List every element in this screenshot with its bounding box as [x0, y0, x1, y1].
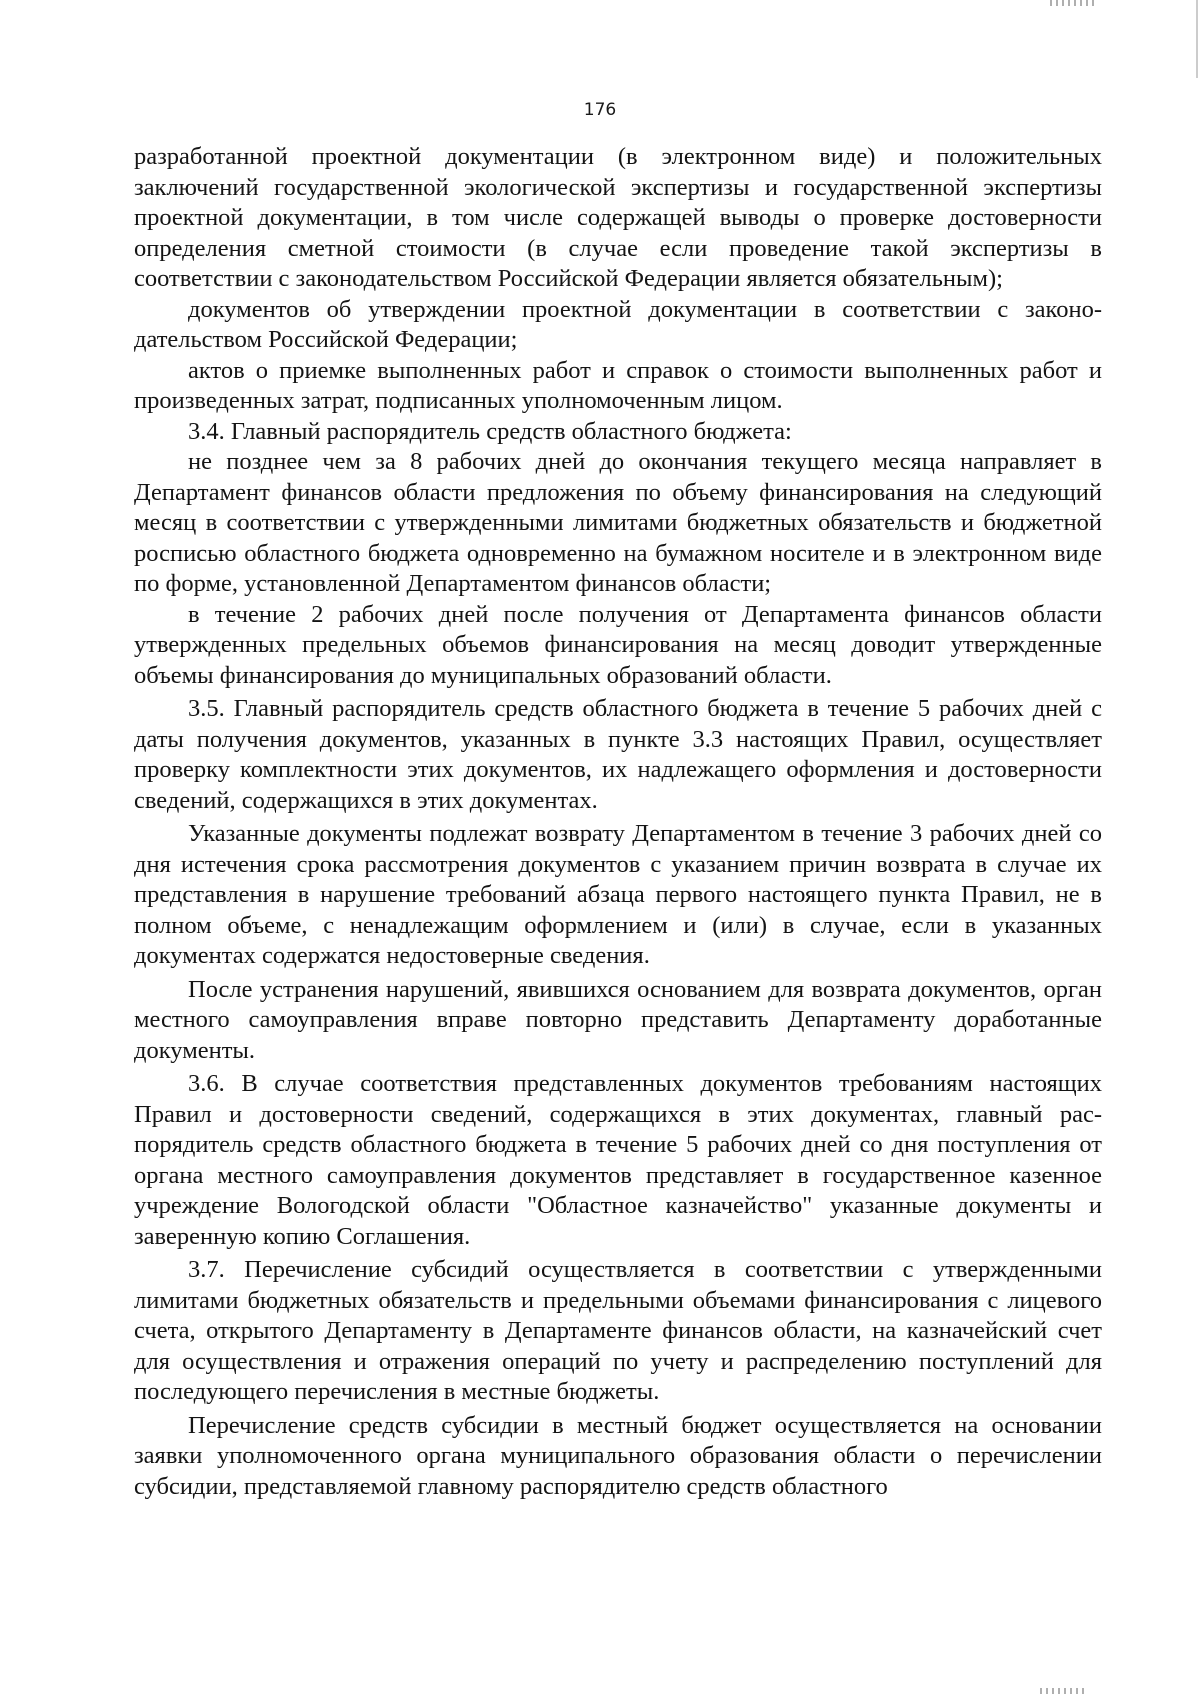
paragraph-section-3-6: 3.6. В случае соответствия представленных документов требованиям настоящих Правил и достоверности сведений, содержащихся в этих документах, главный распорядитель средств областного бюджета в течение 5 рабочих дней со дня поступления от органа местного самоуправления документов представляет в государственное казенное учреждение Вологодской области "Областное казначейство" указанные документы и заверенную копию Соглашения.: [134, 1070, 1102, 1250]
document-body: [134, 142, 1102, 1502]
scan-artifact: [1040, 1688, 1086, 1694]
paragraph: Указанные документы подлежат возврату Департаментом в течение 3 рабочих дней со дня истечения срока рассмотрения документов с указанием причин возврата в случае их представления в нарушение требований абзаца первого настоящего пункта Правил, не в полном объеме, с ненадлежащим оформлением и (или) в случае, если в указанных документах содержатся недостоверные сведения.: [134, 820, 1102, 969]
scan-edge-artifact: [1196, 0, 1198, 78]
paragraph-section-3-4: 3.4. Главный распорядитель средств областного бюджета:: [188, 417, 792, 445]
paragraph: не позднее чем за 8 рабочих дней до окончания текущего месяца направляет в Департамент финансов области предложения по объему финансирования на следующий месяц в соответствии с утвержденными лимитами бюджетных обязательств и бюджетной росписью областного бюджета одновременно на бумажном носителе и в электронном виде по форме, установленной Департаментом финансов области;: [134, 448, 1102, 597]
page-number: 176: [583, 100, 617, 120]
paragraph: в течение 2 рабочих дней после получения от Департамента финансов области утвержденных предельных объемов финансирования на месяц доводит утвержденные объемы финансирования до муниципальных образований области.: [134, 600, 1102, 689]
paragraph-section-3-5: 3.5. Главный распорядитель средств областного бюджета в течение 5 рабочих дней с даты получения документов, указанных в пункте 3.3 настоящих Правил, осуществляет проверку комплектности этих документов, их надлежащего оформления и достоверности сведений, содержащихся в этих документах.: [134, 695, 1102, 814]
paragraph: После устранения нарушений, явившихся основанием для возврата документов, орган местного самоуправления вправе повторно представить Департаменту доработанные документы.: [134, 975, 1102, 1064]
paragraph: актов о приемке выполненных работ и справок о стоимости выполненных работ и произведенных затрат, подписанных уполномоченным лицом.: [134, 356, 1102, 414]
paragraph: документов об утверждении проектной документации в соответствии с законодательством Российской Федерации;: [134, 295, 1102, 353]
paragraph-section-3-7: 3.7. Перечисление субсидий осуществляется в соответствии с утвержденными лимитами бюджетных обязательств и предельными объемами финансирования с лицевого счета, открытого Департаменту в Департаменте финансов области, на казначейский счет для осуществления и отражения операций по учету и распределению поступлений для последующего перечисления в местные бюджеты.: [134, 1256, 1102, 1405]
paragraph: Перечисление средств субсидии в местный бюджет осуществляется на основании заявки уполномоченного органа муниципального образования области о перечислении субсидии, представляемой главному распорядителю средств областного: [134, 1411, 1102, 1500]
paragraph-continuation: разработанной проектной документации (в электронном виде) и положительных заключений государственной экологической экспертизы и государственной экспертизы проектной документации, в том числе содержащей выводы о проверке достоверности определения сметной стоимости (в случае если проведение такой экспертизы в соответствии с законодательством Российской Федерации является обязательным);: [134, 143, 1102, 292]
scan-artifact: [1050, 0, 1096, 6]
